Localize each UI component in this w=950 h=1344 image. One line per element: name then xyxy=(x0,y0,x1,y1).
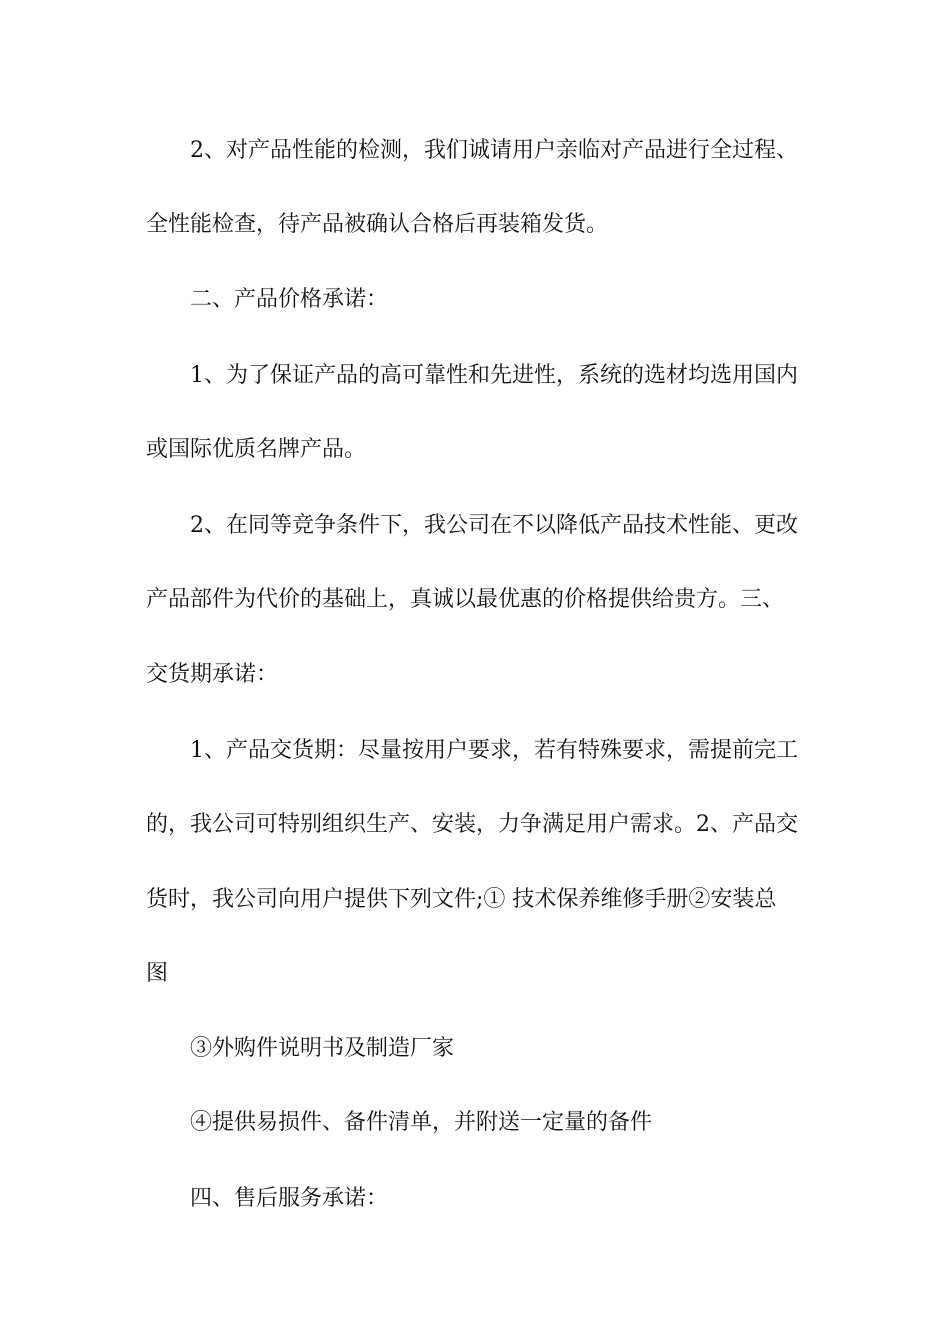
section-heading: 二、产品价格承诺： xyxy=(190,287,389,312)
text-line: ④提供易损件、备件清单，并附送一定量的备件 xyxy=(190,1110,653,1135)
text-line: 的，我公司可特别组织生产、安装，力争满足用户需求。2、产品交 xyxy=(146,812,798,837)
text-line: 2、对产品性能的检测，我们诚请用户亲临对产品进行全过程、 xyxy=(190,138,798,163)
text-line: 全性能检查，待产品被确认合格后再装箱发货。 xyxy=(146,212,609,237)
text-line: 图 xyxy=(146,961,169,986)
text-line: 产品部件为代价的基础上，真诚以最优惠的价格提供给贵方。三、 xyxy=(146,587,785,612)
text-line: 或国际优质名牌产品。 xyxy=(146,437,367,462)
section-heading: 四、售后服务承诺： xyxy=(190,1186,389,1211)
text-line: 1、产品交货期：尽量按用户要求，若有特殊要求，需提前完工 xyxy=(190,738,798,763)
text-line: 货时，我公司向用户提供下列文件;① 技术保养维修手册②安装总 xyxy=(146,887,777,912)
text-line: 1、为了保证产品的高可靠性和先进性，系统的选材均选用国内 xyxy=(190,363,798,388)
text-line: ③外购件说明书及制造厂家 xyxy=(190,1036,455,1061)
text-line: 2、在同等竞争条件下，我公司在不以降低产品技术性能、更改 xyxy=(190,513,798,538)
text-line: 交货期承诺： xyxy=(146,662,279,687)
